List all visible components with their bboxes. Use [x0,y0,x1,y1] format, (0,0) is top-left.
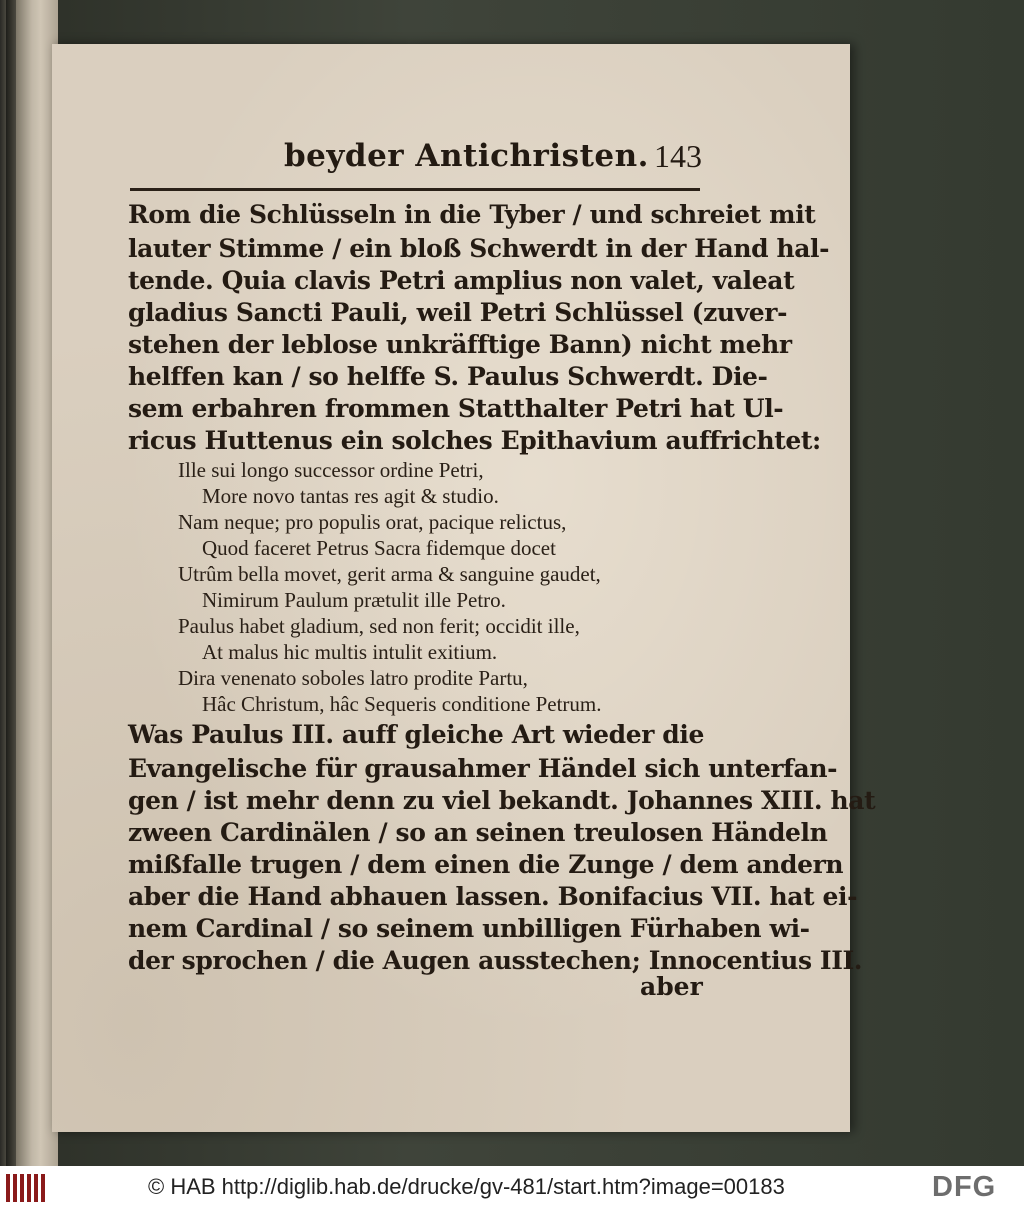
text-line: zween Cardinälen / so an seinen treulosen Händeln [128,818,828,847]
text-line: Was Paulus III. auff gleiche Art wieder die [128,720,704,749]
verse-line: Quod faceret Petrus Sacra fidemque docet [202,536,556,560]
text-line: stehen der leblose unkräfftige Bann) nicht mehr [128,330,792,359]
page-number: 143 [654,138,702,174]
text-line: tende. Quia clavis Petri amplius non valet, valeat [128,266,795,295]
page-stack-edges [0,0,58,1166]
running-head: beyder Antichristen. [284,138,649,174]
footer-bar [0,1166,1024,1209]
text-line: Evangelische für grausahmer Händel sich unterfan- [128,754,838,783]
hab-barcode-logo-icon [6,1174,48,1202]
verse-line: Paulus habet gladium, sed non ferit; occidit ille, [178,614,580,638]
verse-line: Nimirum Paulum prætulit ille Petro. [202,588,506,612]
verse-line: Dira venenato soboles latro prodite Partu, [178,666,528,690]
text-line: gladius Sancti Pauli, weil Petri Schlüssel (zuver- [128,298,788,327]
verse-line: More novo tantas res agit & studio. [202,484,499,508]
book-edge-shadow [6,0,16,1166]
copyright-link[interactable]: © HAB http://diglib.hab.de/drucke/gv-481/start.htm?image=00183 [148,1174,785,1199]
verse-line: Utrûm bella movet, gerit arma & sanguine gaudet, [178,562,601,586]
dfg-logo: DFG [932,1171,997,1203]
verse-line: Nam neque; pro populis orat, pacique relictus, [178,510,567,534]
text-line: der sprochen / die Augen ausstechen; Innocentius III. [128,946,863,975]
text-line: nem Cardinal / so seinem unbilligen Fürhaben wi- [128,914,810,943]
text-line: sem erbahren frommen Statthalter Petri hat Ul- [128,394,784,423]
text-line: ricus Huttenus ein solches Epithavium auffrichtet: [128,426,821,455]
text-line: aber die Hand abhauen lassen. Bonifacius VII. hat ei- [128,882,858,911]
verse-line: Hâc Christum, hâc Sequeris conditione Petrum. [202,692,602,716]
text-line: mißfalle trugen / dem einen die Zunge / dem andern [128,850,844,879]
text-line: Rom die Schlüsseln in die Tyber / und schreiet mit [128,200,816,229]
verse-line: Ille sui longo successor ordine Petri, [178,458,484,482]
text-line: helffen kan / so helffe S. Paulus Schwerdt. Die- [128,362,768,391]
text-line: gen / ist mehr denn zu viel bekandt. Johannes XIII. hat [128,786,876,815]
text-line: lauter Stimme / ein bloß Schwerdt in der Hand hal- [128,234,830,263]
verse-line: At malus hic multis intulit exitium. [202,640,498,664]
header-rule [130,188,700,191]
page-header [232,138,702,184]
catchword: aber [640,972,703,1001]
